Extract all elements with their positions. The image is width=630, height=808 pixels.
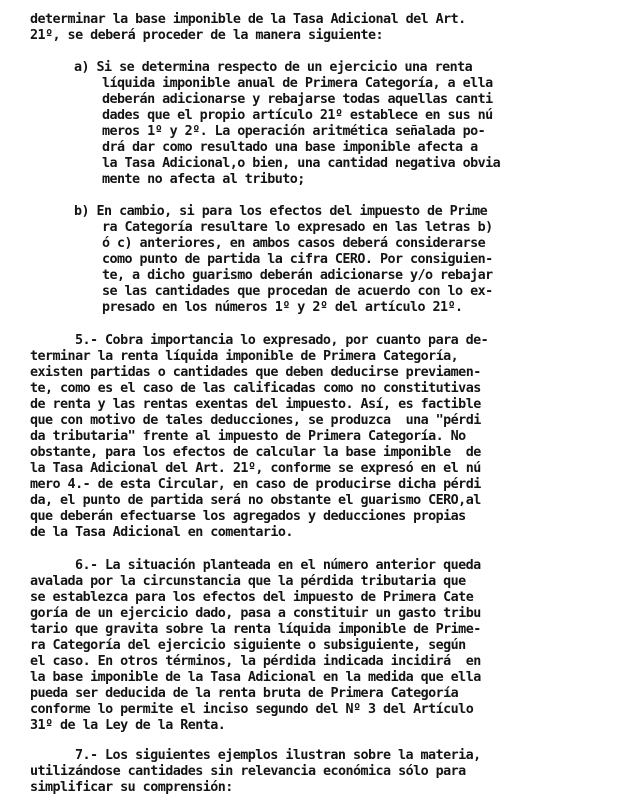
paragraph-7-line: utilizándose cantidades sin relevancia económica sólo para bbox=[30, 764, 466, 779]
list-item-b-line: presado en los números 1º y 2º del artículo 21º. bbox=[102, 300, 463, 315]
list-item-a-line: deberán adicionarse y rebajarse todas aquellas canti bbox=[102, 92, 493, 107]
paragraph-6-line: tario que gravita sobre la renta líquida imponible de Prime- bbox=[30, 622, 481, 637]
paragraph-6-line: 6.- La situación planteada en el número anterior queda bbox=[75, 558, 481, 573]
paragraph-6-line: ra Categoría del ejercicio siguiente o subsiguiente, según bbox=[30, 638, 466, 653]
paragraph-6-line: se establezca para los efectos del impuesto de Primera Cate bbox=[30, 590, 474, 605]
paragraph-5-line: que deberán efectuarse los agregados y deducciones propias bbox=[30, 509, 466, 524]
list-item-a-line: mente no afecta al tributo; bbox=[102, 172, 305, 187]
list-item-b-line: te, a dicho guarismo deberán adicionarse y/o rebajar bbox=[102, 268, 493, 283]
list-item-a-line: meros 1º y 2º. La operación aritmética señalada po- bbox=[102, 124, 486, 139]
paragraph-6-line: el caso. En otros términos, la pérdida indicada incidirá en bbox=[30, 654, 481, 669]
paragraph-5-line: la Tasa Adicional del Art. 21º, conforme se expresó en el nú bbox=[30, 461, 481, 476]
paragraph-5-line: 5.- Cobra importancia lo expresado, por cuanto para de- bbox=[75, 333, 489, 348]
paragraph-5-line: de la Tasa Adicional en comentario. bbox=[30, 525, 293, 540]
paragraph-6-line: pueda ser deducida de la renta bruta de Primera Categoría bbox=[30, 686, 459, 701]
paragraph-6-line: goría de un ejercicio dado, pasa a constituir un gasto tribu bbox=[30, 606, 481, 621]
list-item-b-line: ra Categoría resultare lo expresado en las letras b) bbox=[102, 220, 493, 235]
list-item-a-line: dades que el propio artículo 21º establece en sus nú bbox=[102, 108, 493, 123]
list-item-b-line: b) En cambio, si para los efectos del impuesto de Prime bbox=[74, 204, 488, 219]
list-item-a-line: a) Si se determina respecto de un ejercicio una renta bbox=[74, 60, 473, 75]
paragraph-5-line: da tributaria" frente al impuesto de Primera Categoría. No bbox=[30, 429, 466, 444]
paragraph-5-line: que con motivo de tales deducciones, se produzca una "pérdi bbox=[30, 413, 481, 428]
text-line: determinar la base imponible de la Tasa Adicional del Art. bbox=[30, 12, 466, 27]
paragraph-6-line: conforme lo permite el inciso segundo del Nº 3 del Artículo bbox=[30, 702, 474, 717]
paragraph-6-line: la base imponible de la Tasa Adicional en la medida que ella bbox=[30, 670, 481, 685]
list-item-b-line: como punto de partida la cifra CERO. Por consiguien- bbox=[102, 252, 493, 267]
paragraph-7-line: simplificar su comprensión: bbox=[30, 780, 233, 795]
list-item-a-line: líquida imponible anual de Primera Categoría, a ella bbox=[102, 76, 493, 91]
paragraph-6-line: 31º de la Ley de la Renta. bbox=[30, 718, 226, 733]
paragraph-5-line: obstante, para los efectos de calcular la base imponible de bbox=[30, 445, 481, 460]
list-item-a-line: drá dar como resultado una base imponible afecta a bbox=[102, 140, 478, 155]
paragraph-5-line: terminar la renta líquida imponible de Primera Categoría, bbox=[30, 349, 459, 364]
list-item-b-line: se las cantidades que procedan de acuerdo con lo ex- bbox=[102, 284, 493, 299]
paragraph-5-line: mero 4.- de esta Circular, en caso de producirse dicha pérdi bbox=[30, 477, 481, 492]
list-item-b-line: ó c) anteriores, en ambos casos deberá considerarse bbox=[102, 236, 486, 251]
list-item-a-line: la Tasa Adicional,o bien, una cantidad negativa obvia bbox=[102, 156, 501, 171]
paragraph-6-line: avalada por la circunstancia que la pérdida tributaria que bbox=[30, 574, 466, 589]
paragraph-5-line: existen partidas o cantidades que deben deducirse previamen- bbox=[30, 365, 481, 380]
paragraph-5-line: de renta y las rentas exentas del impuesto. Así, es factible bbox=[30, 397, 481, 412]
paragraph-7-line: 7.- Los siguientes ejemplos ilustran sobre la materia, bbox=[75, 748, 481, 763]
paragraph-5-line: da, el punto de partida será no obstante el guarismo CERO,al bbox=[30, 493, 481, 508]
text-line: 21º, se deberá proceder de la manera siguiente: bbox=[30, 28, 384, 43]
paragraph-5-line: te, como es el caso de las calificadas como no constitutivas bbox=[30, 381, 481, 396]
